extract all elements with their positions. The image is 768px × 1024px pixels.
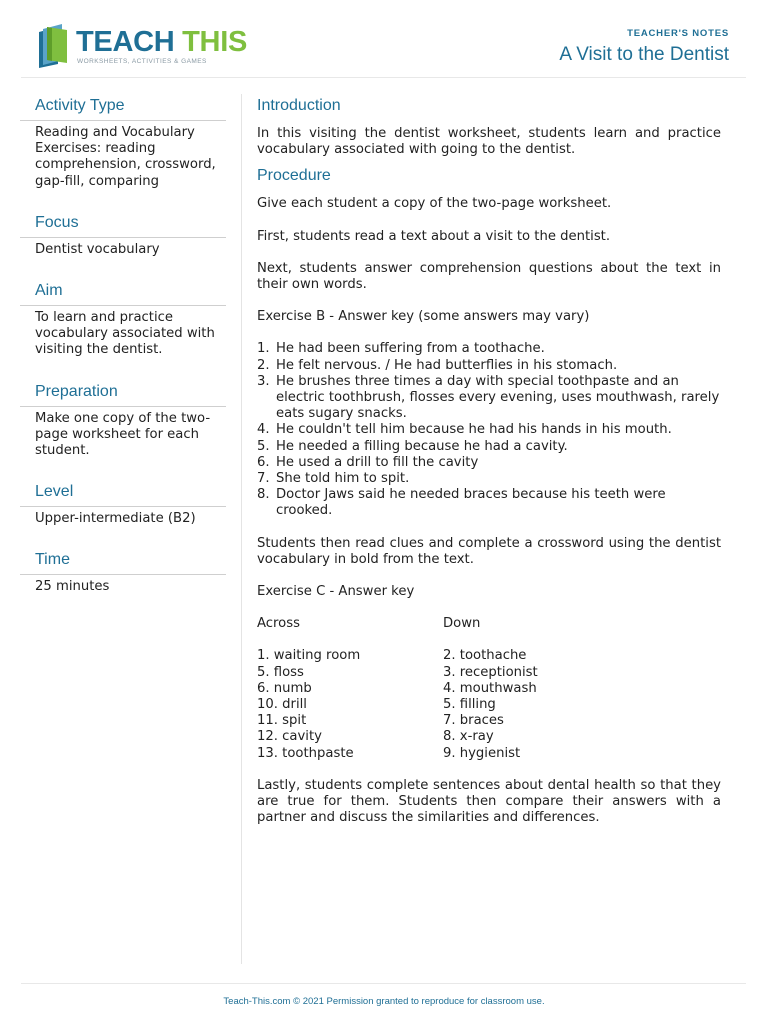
answer-text: He brushes three times a day with special toothpaste and an electric toothbrush, flosses every evening, uses mouthwash, rarely eats sugary snacks. (276, 373, 720, 422)
procedure-step: Next, students answer comprehension questions about the text in their own words. (257, 260, 721, 293)
answer-text: He felt nervous. / He had butterflies in his stomach. (276, 357, 618, 373)
answer-item (257, 439, 721, 455)
across-answer: 10. drill (257, 697, 307, 713)
answer-item (257, 455, 721, 471)
down-answer: 3. receptionist (443, 664, 538, 680)
teach-this-logo (36, 24, 248, 70)
footer-copyright: Teach-This.com © 2021 Permission granted to reproduce for classroom use. (223, 996, 545, 1007)
activity-type-heading: Activity Type (35, 97, 125, 114)
across-answer: 1. waiting room (257, 648, 361, 664)
level-text: Upper-intermediate (B2) (35, 511, 196, 527)
activity-type-section (20, 94, 226, 190)
answer-text: He needed a filling because he had a cavity. (276, 438, 568, 454)
procedure-step: Lastly, students complete sentences about dental health so that they are true for them. Students then compare their answers with a partner and discuss the similarities and differences. (257, 777, 721, 826)
across-label: Across (257, 616, 300, 632)
exercise-c-label: Exercise C - Answer key (257, 584, 415, 600)
time-text: 25 minutes (35, 579, 110, 595)
aim-text: To learn and practice vocabulary associated with visiting the dentist. (35, 310, 215, 358)
preparation-heading: Preparation (35, 382, 118, 400)
procedure-heading: Procedure (257, 167, 331, 185)
aim-heading: Aim (35, 282, 63, 300)
level-section (20, 480, 226, 527)
answer-text: He used a drill to fill the cavity (276, 454, 479, 470)
answer-item (257, 341, 721, 357)
activity-type-text: Reading and Vocabulary Exercises: reading comprehension, crossword, gap-fill, comparing (35, 125, 216, 189)
across-answer: 12. cavity (257, 729, 322, 745)
brand-name (76, 25, 247, 59)
header-kicker: TEACHER'S NOTES (627, 28, 729, 39)
answer-item (257, 374, 721, 423)
answer-item (257, 487, 721, 519)
answer-number: 5. (257, 438, 270, 454)
across-answer: 11. spit (257, 713, 307, 729)
answer-number: 6. (257, 454, 270, 470)
focus-text: Dentist vocabulary (35, 241, 160, 257)
sidebar (20, 94, 226, 617)
down-answer: 8. x-ray (443, 729, 494, 745)
header-divider (21, 77, 746, 78)
answer-number: 3. (257, 373, 270, 389)
answer-text: He couldn't tell him because he had his hands in his mouth. (276, 422, 672, 438)
footer-divider (21, 983, 746, 984)
down-column (443, 616, 629, 762)
answer-text: Doctor Jaws said he needed braces because his teeth were crooked. (276, 487, 666, 519)
exercise-b-label: Exercise B - Answer key (some answers may vary) (257, 309, 590, 325)
answer-number: 7. (257, 471, 270, 487)
answer-number: 2. (257, 357, 270, 373)
brand-name-part1: TEACH (76, 26, 175, 58)
exercise-b-answer-list (257, 341, 721, 519)
down-answer: 7. braces (443, 713, 504, 729)
level-heading: Level (35, 483, 74, 501)
aim-section (20, 279, 226, 359)
brand-name-part2: THIS (174, 26, 248, 58)
answer-item (257, 358, 721, 374)
down-label: Down (443, 616, 481, 632)
down-answer: 5. filling (443, 697, 496, 713)
across-answer: 13. toothpaste (257, 745, 354, 761)
answer-number: 1. (257, 341, 270, 357)
procedure-step: Give each student a copy of the two-page worksheet. (257, 196, 612, 212)
procedure-step: Students then read clues and complete a crossword using the dentist vocabulary in bold from the text. (257, 535, 721, 567)
across-column (257, 616, 443, 762)
preparation-text: Make one copy of the two-page worksheet for each student. (35, 410, 211, 459)
crossword-answer-key (257, 616, 721, 762)
brand-tagline: WORKSHEETS, ACTIVITIES & GAMES (77, 58, 207, 65)
answer-item (257, 422, 721, 438)
across-answer: 6. numb (257, 680, 312, 696)
answer-text: He had been suffering from a toothache. (276, 341, 545, 357)
time-heading: Time (35, 551, 70, 569)
across-answer: 5. floss (257, 664, 304, 680)
answer-number: 8. (257, 487, 270, 503)
answer-item (257, 471, 721, 487)
introduction-heading: Introduction (257, 97, 341, 114)
down-answer: 9. hygienist (443, 745, 521, 761)
time-section (20, 548, 226, 595)
down-answer: 4. mouthwash (443, 680, 537, 696)
introduction-text: In this visiting the dentist worksheet, students learn and practice vocabulary associated with going to the dentist. (257, 126, 721, 158)
page-title: A Visit to the Dentist (559, 44, 729, 65)
focus-section (20, 211, 226, 258)
main-content (257, 94, 721, 843)
book-logo-icon (36, 24, 76, 68)
focus-heading: Focus (35, 213, 79, 231)
answer-text: She told him to spit. (276, 471, 410, 487)
answer-number: 4. (257, 422, 270, 438)
down-answer: 2. toothache (443, 648, 527, 664)
column-divider (241, 94, 242, 964)
preparation-section (20, 380, 226, 460)
procedure-step: First, students read a text about a visit to the dentist. (257, 228, 611, 244)
